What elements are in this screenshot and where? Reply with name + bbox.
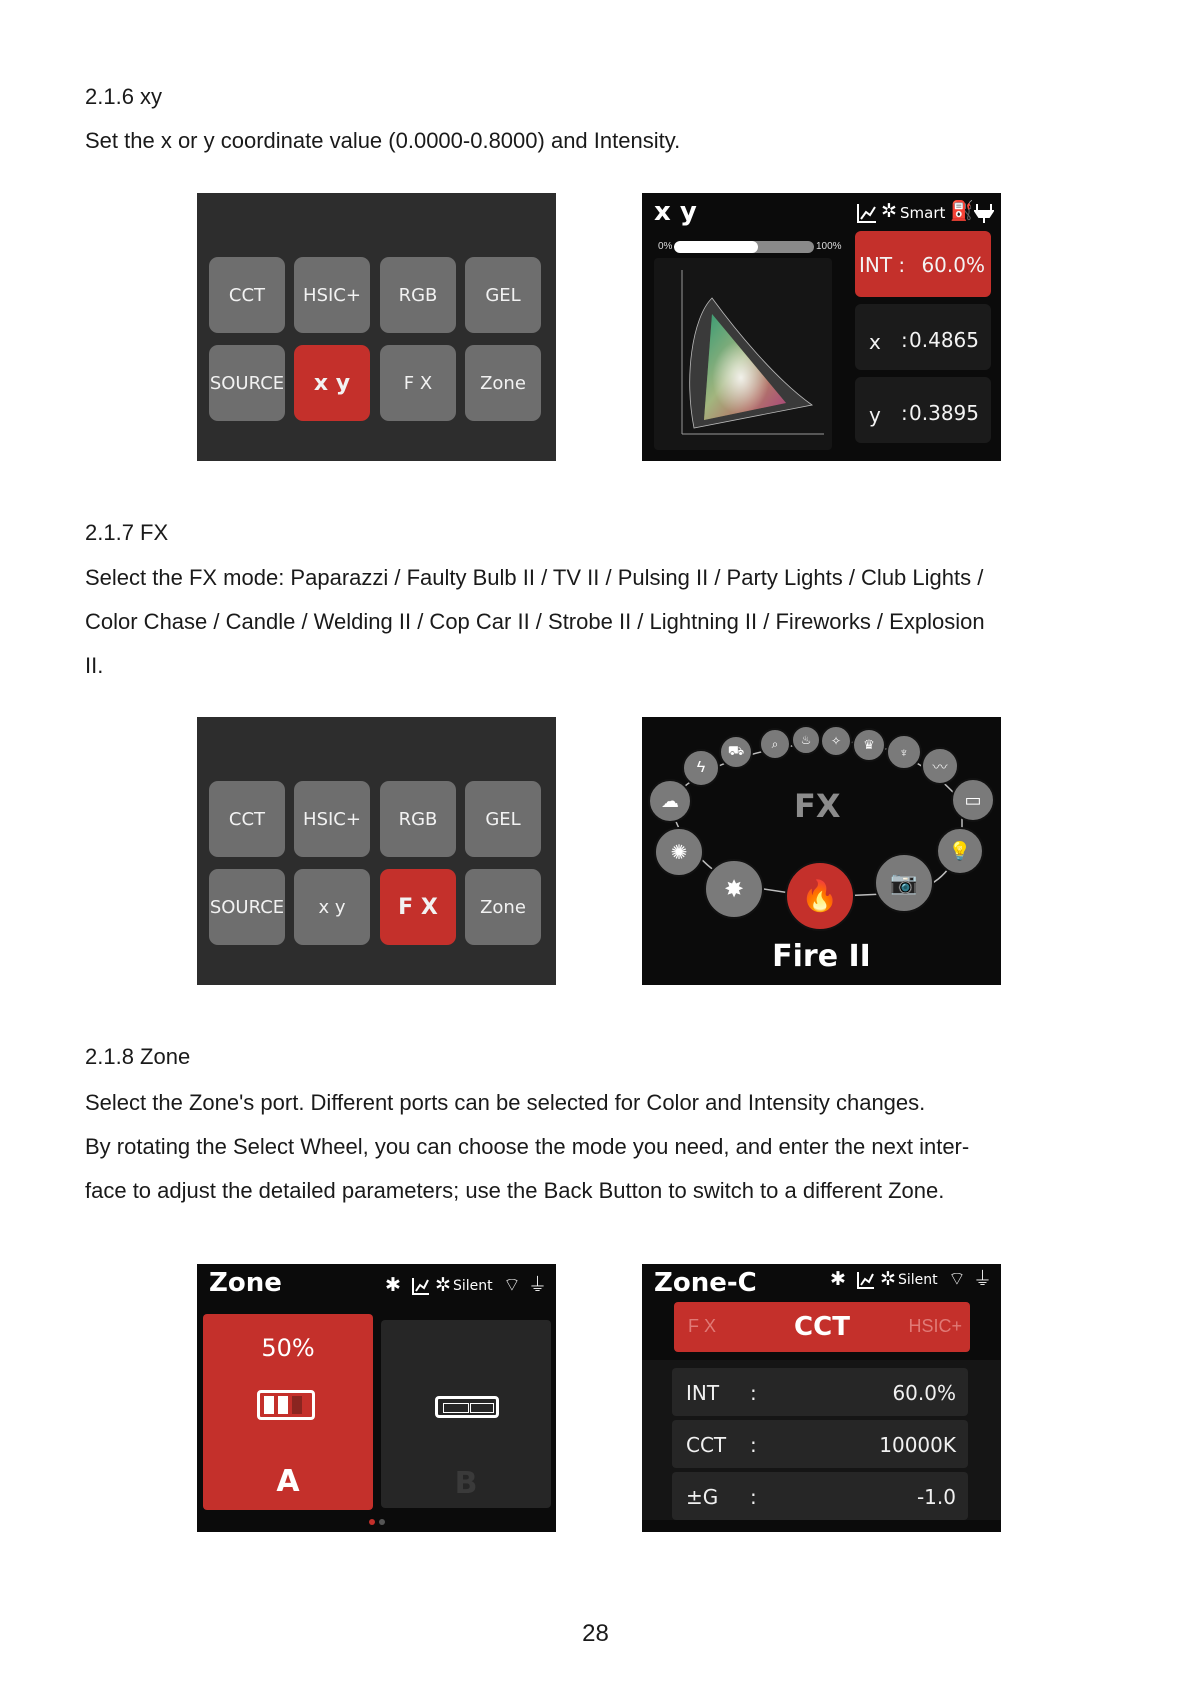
zone-c-screen-title: Zone-C <box>654 1268 757 1298</box>
param-colon: : <box>750 1485 757 1509</box>
zone-b-label: B <box>454 1466 478 1501</box>
menu-panel-xy <box>197 193 556 461</box>
zone-a-label: A <box>276 1464 300 1499</box>
cop-car-icon[interactable]: ⛟ <box>719 735 753 769</box>
param-row-g[interactable] <box>672 1472 968 1520</box>
menu-button-hsic[interactable]: HSIC+ <box>294 257 370 333</box>
menu-button-zone[interactable]: Zone <box>465 345 541 421</box>
section-heading-xy: 2.1.6 xy <box>85 84 163 109</box>
y-value: 0.3895 <box>909 401 979 425</box>
fireworks-icon[interactable]: ✺ <box>654 827 704 877</box>
zone-a-card[interactable] <box>203 1314 373 1510</box>
int-value-box[interactable] <box>855 231 991 297</box>
menu-button-hsic[interactable]: HSIC+ <box>294 781 370 857</box>
menu-button-gel[interactable]: GEL <box>465 257 541 333</box>
silent-label: Silent <box>453 1278 493 1294</box>
param-label: ±G <box>686 1485 719 1509</box>
plug-icon <box>974 202 994 224</box>
section-description-zone-line3: face to adjust the detailed parameters; use the Back Button to switch to a different Zone. <box>85 1178 945 1203</box>
intensity-bar <box>674 241 814 253</box>
zone-screen-title: Zone <box>209 1268 282 1298</box>
menu-button-cct[interactable]: CCT <box>209 781 285 857</box>
fan-icon: ✲ <box>880 1269 896 1290</box>
fan-icon: ✲ <box>435 1275 451 1296</box>
cie-diagram-icon <box>654 258 832 450</box>
zone-a-battery-icon <box>257 1390 315 1420</box>
section-description-fx-line2: Color Chase / Candle / Welding II / Cop Car II / Strobe II / Lightning II / Fireworks / Explosion <box>85 609 985 634</box>
zone-screen <box>197 1264 556 1532</box>
curve-icon <box>856 1270 876 1290</box>
page-indicator-dot-active <box>369 1519 375 1525</box>
silent-label: Silent <box>898 1272 938 1288</box>
candle-icon[interactable]: ♨ <box>791 725 821 755</box>
zone-c-screen <box>642 1264 1001 1532</box>
y-value-box[interactable] <box>855 377 991 443</box>
param-label: CCT <box>686 1433 727 1457</box>
status-icons <box>856 200 996 226</box>
pulse-icon[interactable]: 〰 <box>921 747 959 785</box>
fx-selected-mode: Fire II <box>772 939 871 974</box>
param-row-int[interactable] <box>672 1368 968 1416</box>
param-value: -1.0 <box>916 1485 956 1509</box>
explosion-icon[interactable]: ✸ <box>704 859 764 919</box>
menu-panel-fx <box>197 717 556 985</box>
camera-icon[interactable]: 📷 <box>874 853 934 913</box>
int-value: 60.0% <box>921 253 985 277</box>
party-glasses-icon[interactable]: ♆ <box>886 734 922 770</box>
section-description-zone-line2: By rotating the Select Wheel, you can choose the mode you need, and enter the next inter- <box>85 1134 970 1159</box>
menu-button-rgb[interactable]: RGB <box>380 257 456 333</box>
color-chase-icon[interactable]: ✧ <box>820 725 852 757</box>
tab-hsic[interactable]: HSIC+ <box>908 1316 962 1336</box>
int-label: INT : <box>859 253 906 277</box>
crown-icon[interactable]: ♛ <box>852 728 886 762</box>
section-heading-fx: 2.1.7 FX <box>85 520 169 545</box>
menu-button-source[interactable]: SOURCE <box>209 345 285 421</box>
section-description-fx-line3: II. <box>85 653 104 678</box>
section-description-zone-line1: Select the Zone's port. Different ports can be selected for Color and Intensity changes. <box>85 1090 926 1115</box>
menu-button-zone[interactable]: Zone <box>465 869 541 945</box>
mode-tabs[interactable] <box>674 1302 970 1352</box>
curve-icon <box>856 202 878 224</box>
menu-button-source[interactable]: SOURCE <box>209 869 285 945</box>
param-value: 60.0% <box>892 1381 956 1405</box>
tab-cct[interactable]: CCT <box>794 1312 850 1342</box>
y-label: y <box>869 403 881 427</box>
menu-button-cct[interactable]: CCT <box>209 257 285 333</box>
intensity-bar-fill <box>674 241 758 253</box>
plug-icon: ⏚ <box>528 1275 548 1296</box>
smart-label: Smart <box>900 204 946 222</box>
zone-a-percent: 50% <box>261 1334 315 1362</box>
bar-min-label: 0% <box>658 241 673 252</box>
zonec-status-icons <box>830 1270 996 1292</box>
section-description-xy: Set the x or y coordinate value (0.0000-0.8000) and Intensity. <box>85 128 681 153</box>
section-description-fx-line1: Select the FX mode: Paparazzi / Faulty Bulb II / TV II / Pulsing II / Party Lights / Club Lights / <box>85 565 984 590</box>
bulb-icon[interactable]: 💡 <box>936 827 984 875</box>
chromaticity-plot <box>654 258 832 450</box>
y-colon: : <box>901 401 908 425</box>
zone-b-card[interactable] <box>381 1320 551 1508</box>
page-number: 28 <box>582 1620 609 1647</box>
curve-icon <box>411 1276 431 1296</box>
xy-screen <box>642 193 1001 461</box>
lightning-cloud-icon[interactable]: ☁ <box>648 779 692 823</box>
menu-button-fx[interactable]: F X <box>380 869 456 945</box>
screen-title: x y <box>654 197 697 227</box>
x-value: 0.4865 <box>909 328 979 352</box>
param-row-cct[interactable] <box>672 1420 968 1468</box>
plug-icon: ⏚ <box>973 1269 993 1290</box>
flash-icon[interactable]: ϟ <box>682 749 720 787</box>
fx-screen <box>642 717 1001 985</box>
param-label: INT <box>686 1381 720 1405</box>
param-colon: : <box>750 1433 757 1457</box>
menu-button-xy[interactable]: x y <box>294 345 370 421</box>
page-indicator-dot <box>379 1519 385 1525</box>
param-colon: : <box>750 1381 757 1405</box>
x-label: x <box>869 330 881 354</box>
zone-b-battery-icon <box>435 1396 499 1418</box>
menu-button-gel[interactable]: GEL <box>465 781 541 857</box>
paparazzi-icon[interactable]: ⌕ <box>759 728 791 760</box>
tab-fx[interactable]: F X <box>688 1316 717 1336</box>
menu-button-fx[interactable]: F X <box>380 345 456 421</box>
menu-button-xy[interactable]: x y <box>294 869 370 945</box>
x-colon: : <box>901 328 908 352</box>
x-value-box[interactable] <box>855 304 991 370</box>
fan-settings-icon: ✱ <box>830 1269 846 1290</box>
tv-icon[interactable]: ▭ <box>951 778 995 822</box>
device-icon: ⛽ <box>950 201 974 222</box>
param-value: 10000K <box>879 1433 956 1457</box>
fx-screen-title: FX <box>794 787 841 825</box>
wifi-icon: ⌔ <box>503 1275 521 1296</box>
menu-button-rgb[interactable]: RGB <box>380 781 456 857</box>
params-list <box>642 1360 1001 1520</box>
fan-settings-icon: ✱ <box>385 1275 401 1296</box>
bar-max-label: 100% <box>816 241 842 252</box>
fire-icon[interactable]: 🔥 <box>785 861 855 931</box>
section-heading-zone: 2.1.8 Zone <box>85 1044 191 1069</box>
zone-status-icons <box>385 1276 551 1298</box>
wifi-icon: ⌔ <box>948 1269 966 1290</box>
fan-icon: ✲ <box>881 201 897 222</box>
